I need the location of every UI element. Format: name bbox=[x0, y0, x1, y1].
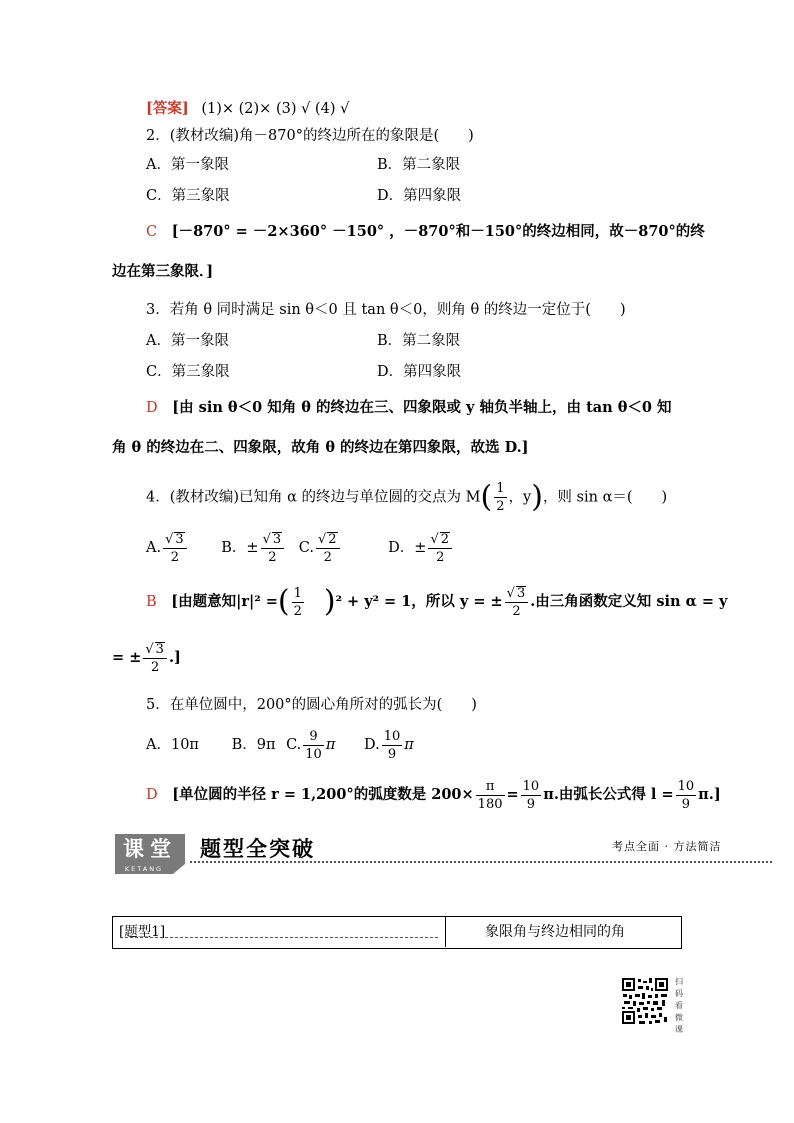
q4-option-c-fraction: $\frac{√ 2}{2}$ bbox=[316, 532, 340, 564]
q4-explanation-line2-fraction: $\frac{√ 3}{2}$ bbox=[143, 642, 167, 674]
q5-option-d-num: 10 bbox=[383, 728, 401, 744]
q4-option-a-den: 2 bbox=[170, 550, 180, 565]
q3-stem: 3．若角 θ 同时满足 sin θ＜0 且 tan θ＜0，则角 θ 的终边一定位于( ) bbox=[146, 302, 626, 318]
q4-explanation-line2-den: 2 bbox=[151, 660, 160, 675]
q4-option-c-radicand: 2 bbox=[328, 532, 337, 547]
q5-option-d-label: D. bbox=[363, 737, 380, 753]
qr-code-icon[interactable] bbox=[621, 977, 669, 1025]
qr-caption: 扫码看微课 bbox=[675, 977, 683, 1034]
q4-explanation-line2 bbox=[112, 640, 181, 676]
q5-options bbox=[146, 727, 414, 763]
q3-option-d: D．第四象限 bbox=[377, 364, 462, 380]
q1-answers: (1)× (2)× (3) √ (4) √ bbox=[201, 101, 350, 117]
q4-point-x-num: 1 bbox=[496, 481, 505, 496]
q4-option-b-label: B．± bbox=[221, 540, 259, 556]
q5-option-a: A．10π bbox=[146, 737, 199, 753]
q5-stem: 5．在单位圆中，200°的圆心角所对的弧长为( ) bbox=[146, 697, 477, 713]
q4-option-a-label: A. bbox=[146, 540, 162, 556]
q4-option-b-radicand: 3 bbox=[272, 532, 282, 547]
q4-option-c-label: C. bbox=[298, 540, 314, 556]
q3-option-a: A．第一象限 bbox=[146, 333, 229, 349]
q5-explanation-frac3-num: 10 bbox=[677, 778, 695, 794]
q5-option-d-pi: π bbox=[404, 737, 414, 753]
q5-option-c-fraction bbox=[303, 730, 324, 761]
q3-option-b: B．第二象限 bbox=[377, 333, 461, 349]
q4-explanation-half bbox=[292, 587, 304, 618]
topic-dashed-line bbox=[120, 937, 438, 938]
q4-option-c-den: 2 bbox=[323, 550, 332, 565]
q4-option-d-den: 2 bbox=[436, 550, 445, 565]
section-title: 题型全突破 bbox=[200, 837, 315, 861]
q5-explanation-b: π.由弧长公式得 l = bbox=[543, 786, 674, 803]
q4-option-d-fraction: $\frac{√ 2}{2}$ bbox=[428, 532, 452, 564]
q5-option-c-den: 10 bbox=[305, 746, 322, 762]
q2-option-b: B．第二象限 bbox=[377, 157, 461, 173]
q5-explanation-frac3 bbox=[676, 780, 697, 811]
q4-explanation-c: .由三角函数定义知 sin α = y bbox=[530, 593, 728, 610]
q2-option-d: D．第四象限 bbox=[377, 188, 462, 204]
q4-point-x-den: 2 bbox=[496, 499, 505, 514]
q2-option-a: A．第一象限 bbox=[146, 157, 229, 173]
q4-explanation-b: ² + y² = 1，所以 y = ± bbox=[335, 593, 503, 610]
q5-explanation-frac1-num: π bbox=[476, 780, 505, 796]
topic-title: 象限角与终边相同的角 bbox=[485, 924, 625, 940]
q5-explanation-c: π.] bbox=[698, 786, 721, 803]
q4-explanation-den: 2 bbox=[512, 604, 521, 619]
q4-explanation-sqrt3-fraction: $\frac{√ 3}{2}$ bbox=[505, 586, 529, 618]
q3-option-c: C．第三象限 bbox=[146, 364, 230, 380]
q4-explanation-line1: B [由题意知|r|² =( $\frac{1}{2}$ )² + y² = 1，所以 y = ± $\frac{√ 3}{2}$ .由三角函数定义知 sin α = y bbox=[146, 584, 728, 619]
q4-point-y: ，y bbox=[508, 489, 532, 506]
q5-option-c-num: 9 bbox=[303, 730, 324, 746]
q5-option-d-fraction bbox=[382, 730, 403, 761]
q4-explanation-line2-radicand: 3 bbox=[155, 642, 164, 657]
q3-explanation-line2: 角 θ 的终边在二、四象限，故角 θ 的终边在第四象限，故选 D.] bbox=[112, 439, 529, 456]
q4-point-x-fraction bbox=[494, 482, 506, 513]
q5-explanation-frac1 bbox=[476, 780, 505, 811]
section-tagline: 考点全面 · 方法简洁 bbox=[612, 840, 722, 853]
q4-option-b-fraction: $\frac{√ 3}{2}$ bbox=[261, 532, 285, 564]
q1-answer-line bbox=[146, 99, 349, 119]
q4-explanation-half-num: 1 bbox=[293, 585, 302, 601]
q4-option-d-radicand: 2 bbox=[440, 532, 450, 547]
q4-explanation-a: [由题意知|r|² = bbox=[171, 593, 278, 610]
q4-option-a-fraction: $\frac{√ 3}{2}$ bbox=[163, 532, 187, 564]
q4-option-d-label: D．± bbox=[388, 540, 427, 556]
q3-explanation-line1 bbox=[146, 398, 672, 418]
q4-options bbox=[146, 530, 454, 566]
q4-stem: 4．(教材改编)已知角 α 的终边与单位圆的交点为 M( $\frac{1}{2}$ ，y)，则 sin α＝( ) bbox=[146, 479, 668, 515]
q5-option-c-pi: π bbox=[325, 737, 336, 753]
q5-answer-letter: D bbox=[146, 787, 158, 803]
q5-explanation-frac3-den: 9 bbox=[681, 796, 691, 812]
q5-explanation-frac2-den: 9 bbox=[526, 796, 536, 812]
q3-answer-letter: D bbox=[146, 400, 158, 416]
q3-explanation-text: [由 sin θ＜0 知角 θ 的终边在三、四象限或 y 轴负半轴上，由 tan θ＜0 知 bbox=[172, 399, 672, 416]
q5-explanation-frac1-den: 180 bbox=[477, 796, 503, 812]
q4-stem-prefix: 4．(教材改编)已知角 α 的终边与单位圆的交点为 M bbox=[146, 489, 481, 506]
q5-option-c-label: C. bbox=[286, 737, 302, 753]
section-badge-sub: KETANG bbox=[115, 864, 173, 874]
q2-answer-letter: C bbox=[146, 224, 158, 240]
q2-explanation-line2: 边在第三象限．] bbox=[112, 263, 214, 280]
topic-label: [题型1] bbox=[119, 924, 166, 940]
section-badge: 课堂 bbox=[115, 834, 185, 864]
q4-option-b-den: 2 bbox=[268, 550, 277, 565]
q5-explanation bbox=[146, 777, 721, 813]
q2-option-c: C．第三象限 bbox=[146, 188, 230, 204]
topic-box-divider bbox=[445, 916, 446, 947]
q5-explanation-frac2-num: 10 bbox=[522, 778, 540, 794]
answer-tag: [答案] bbox=[146, 100, 189, 117]
q2-explanation-text: [－870° = －2×360° －150° ，－870°和－150°的终边相同，故－870°的终 bbox=[171, 223, 705, 240]
q5-explanation-frac2 bbox=[521, 780, 542, 811]
q4-option-a-radicand: 3 bbox=[175, 532, 184, 547]
q4-stem-suffix: ，则 sin α＝( ) bbox=[542, 489, 668, 506]
q2-explanation-line1 bbox=[146, 222, 705, 242]
q5-explanation-a: [单位圆的半径 r = 1,200°的弧度数是 200× bbox=[172, 786, 474, 803]
q4-answer-letter: B bbox=[146, 594, 157, 610]
q4-explanation-radicand: 3 bbox=[516, 586, 526, 601]
q4-explanation-half-den: 2 bbox=[293, 603, 302, 619]
q5-option-b: B．9π bbox=[231, 737, 276, 753]
q5-explanation-eq: = bbox=[506, 786, 519, 803]
section-badge-tab bbox=[173, 864, 185, 874]
q2-stem: 2．(教材改编)角－870°的终边所在的象限是( ) bbox=[146, 128, 474, 144]
q4-explanation-line2-prefix: = ± bbox=[112, 649, 142, 666]
q4-explanation-line2-suffix: .] bbox=[168, 649, 181, 666]
section-divider bbox=[190, 861, 772, 863]
q5-option-d-den: 9 bbox=[387, 746, 397, 762]
